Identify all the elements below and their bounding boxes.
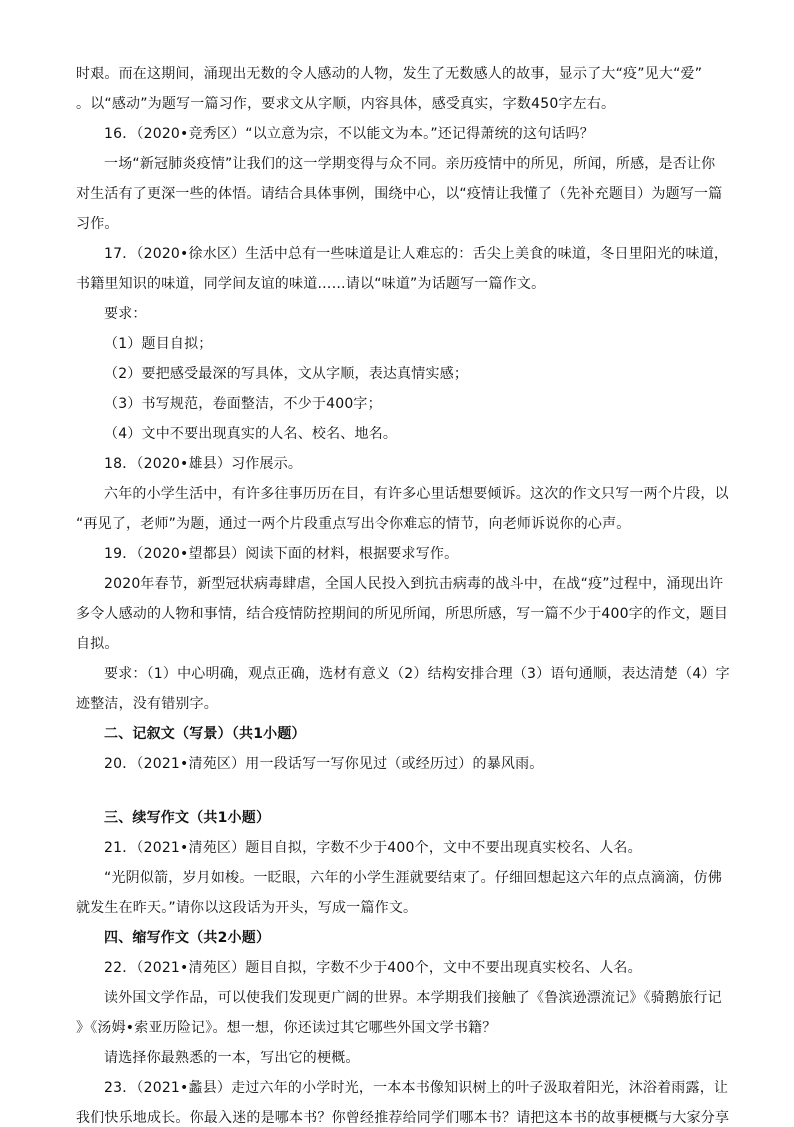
section-heading: 三、续写作文（共1小题） xyxy=(104,810,271,826)
text-line: 就发生在昨天。”请你以这段话为开头，写成一篇作文。 xyxy=(76,900,418,916)
text-line: “光阴似箭，岁月如梭。一眨眼，六年的小学生涯就要结束了。仔细回想起这六年的点点滴滴，仿佛 xyxy=(104,870,723,886)
text-line: 多令人感动的人物和事情，结合疫情防控期间的所见所闻，所思所感，写一篇不少于400字的作文，题目 xyxy=(76,606,729,622)
text-line: 读外国文学作品，可以使我们发现更广阔的世界。本学期我们接触了《鲁滨逊漂流记》《骑鹅旅行记 xyxy=(104,990,722,1006)
text-line: （3）书写规范，卷面整洁，不少于400字； xyxy=(104,396,382,412)
text-line: 请选择你最熟悉的一本，写出它的梗概。 xyxy=(104,1050,360,1066)
text-line: 要求： xyxy=(104,306,147,322)
section-heading: 四、缩写作文（共2小题） xyxy=(104,930,271,946)
text-line: 16．（2020•竞秀区）“以立意为宗，不以能文为本。”还记得萧统的这句话吗？ xyxy=(104,126,595,142)
text-line: （1）题目自拟； xyxy=(104,336,213,352)
text-line: 20．（2021•清苑区）用一段话写一写你见过（或经历过）的暴风雨。 xyxy=(104,756,544,772)
text-line: 22．（2021•清苑区）题目自拟，字数不少于400个，文中不要出现真实校名、人名。 xyxy=(104,960,642,976)
text-line: （2）要把感受最深的写具体，文从字顺，表达真情实感； xyxy=(104,366,469,382)
text-line: 18．（2020•雄县）习作展示。 xyxy=(104,456,303,472)
text-line: （4）文中不要出现真实的人名、校名、地名。 xyxy=(104,426,398,442)
text-line: 习作。 xyxy=(76,216,119,232)
text-line: 。以“感动”为题写一篇习作，要求文从字顺，内容具体，感受真实，字数450字左右。 xyxy=(76,96,616,112)
text-line: 一场“新冠肺炎疫情”让我们的这一学期变得与众不同。亲历疫情中的所见，所闻，所感，是否让你 xyxy=(104,156,716,172)
text-line: 迹整洁，没有错别字。 xyxy=(76,696,218,712)
text-line: 17．（2020•徐水区）生活中总有一些味道是让人难忘的：舌尖上美食的味道，冬日里阳光的味道， xyxy=(104,246,729,262)
text-line: 书籍里知识的味道，同学间友谊的味道……请以“味道”为话题写一篇作文。 xyxy=(76,276,546,292)
text-line: 自拟。 xyxy=(76,636,119,652)
text-line: 》《汤姆•索亚历险记》。想一想，你还读过其它哪些外国文学书籍？ xyxy=(76,1020,497,1036)
text-line: 我们快乐地成长。你最入迷的是哪本书？你曾经推荐给同学们哪本书？请把这本书的故事梗概与大家分享 xyxy=(76,1110,730,1126)
text-line: 对生活有了更深一些的体悟。请结合具体事例，围绕中心，以“疫情让我懂了（先补充题目）为题写一篇 xyxy=(76,186,723,202)
text-line: 2020年春节，新型冠状病毒肆虐，全国人民投入到抗击病毒的战斗中，在战“疫”过程中，涌现出许 xyxy=(104,576,724,592)
text-line: 六年的小学生活中，有许多往事历历在目，有许多心里话想要倾诉。这次的作文只写一两个片段，以 xyxy=(104,486,729,502)
text-line: 23．（2021•蠡县）走过六年的小学时光，一本本书像知识树上的叶子汲取着阳光，沐浴着雨露，让 xyxy=(104,1080,729,1096)
text-line: 21．（2021•清苑区）题目自拟，字数不少于400个，文中不要出现真实校名、人名。 xyxy=(104,840,642,856)
text-line: 要求：（1）中心明确，观点正确，选材有意义（2）结构安排合理（3）语句通顺，表达清楚（4）字 xyxy=(104,666,730,682)
section-heading: 二、记叙文（写景）（共1小题） xyxy=(104,726,306,742)
text-line: 19．（2020•望都县）阅读下面的材料，根据要求写作。 xyxy=(104,546,459,562)
text-line: “再见了，老师”为题，通过一两个片段重点写出令你难忘的情节，向老师诉说你的心声。 xyxy=(76,516,631,532)
text-line: 时艰。而在这期间，涌现出无数的令人感动的人物，发生了无数感人的故事，显示了大“疫”见大“爱” xyxy=(76,66,703,82)
